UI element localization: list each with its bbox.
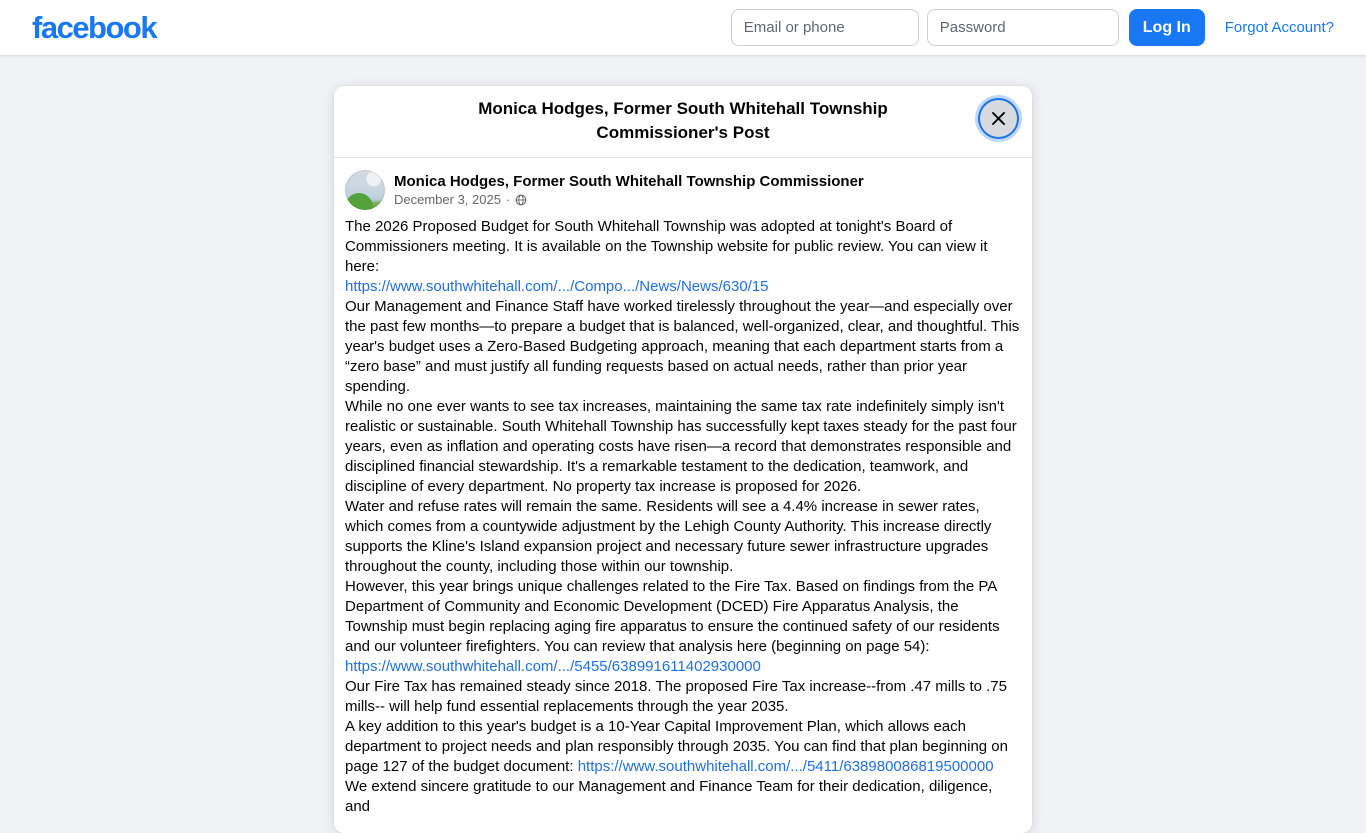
meta-separator: ·	[505, 192, 511, 207]
author-row	[345, 170, 1021, 210]
post-link[interactable]: https://www.southwhitehall.com/.../Compo.../News/News/630/15	[345, 278, 769, 295]
close-icon	[990, 110, 1007, 127]
forgot-account-link[interactable]: Forgot Account?	[1224, 19, 1334, 36]
facebook-logo[interactable]: facebook	[32, 10, 157, 45]
post-modal	[334, 86, 1032, 833]
post-paragraph	[345, 297, 1021, 397]
globe-icon	[515, 194, 527, 206]
post-modal-title: Monica Hodges, Former South Whitehall Township Commissioner's Post	[478, 99, 888, 142]
post-paragraph	[345, 497, 1021, 577]
post-date[interactable]: December 3, 2025	[394, 192, 501, 207]
author-name-link[interactable]: Monica Hodges, Former South Whitehall Township Commissioner	[394, 173, 864, 190]
close-button[interactable]	[980, 100, 1017, 137]
post-text-segment: Our Management and Finance Staff have worked tirelessly throughout the year—and especially over the past few months—to prepare a budget that is balanced, well-organized, clear, and thoughtful. This year's budget uses a Zero-Based Budgeting approach, meaning that each department starts from a “zero base” and must justify all funding requests based on actual needs, rather than prior year spending.	[345, 298, 1020, 395]
post-text-segment: The 2026 Proposed Budget for South Whitehall Township was adopted at tonight's Board of Commissioners meeting. It is available on the Township website for public review. You can view it here:	[345, 218, 988, 275]
post-text-segment: Our Fire Tax has remained steady since 2018. The proposed Fire Tax increase--from .47 mills to .75 mills-- will help fund essential replacements through the year 2035.	[345, 678, 1007, 715]
post-paragraph	[345, 717, 1021, 777]
email-input[interactable]	[731, 9, 919, 46]
post-text-segment: We extend sincere gratitude to our Management and Finance Team for their dedication, diligence, and	[345, 778, 993, 815]
post-meta	[394, 191, 864, 208]
post-link[interactable]: https://www.southwhitehall.com/.../5455/638991611402930000	[345, 658, 761, 675]
login-form	[731, 9, 1334, 46]
post-text-segment: Water and refuse rates will remain the same. Residents will see a 4.4% increase in sewer rates, which comes from a countywide adjustment by the Lehigh County Authority. This increase directly supports the Kline's Island expansion project and necessary future sewer infrastructure upgrades throughout the county, including those within our township.	[345, 498, 992, 575]
post-paragraph	[345, 397, 1021, 497]
post-paragraph	[345, 677, 1021, 717]
password-input[interactable]	[927, 9, 1119, 46]
post-link[interactable]: https://www.southwhitehall.com/.../5411/638980086819500000	[577, 758, 994, 775]
post-text-segment: However, this year brings unique challenges related to the Fire Tax. Based on findings from the PA Department of Community and Economic Development (DCED) Fire Apparatus Analysis, the Township must begin replacing aging fire apparatus to ensure the continued safety of our residents and our volunteer firefighters. You can review that analysis here (beginning on page 54):	[345, 578, 1000, 655]
post-paragraph	[345, 217, 1021, 277]
post-text-segment: A key addition to this year's budget is a 10-Year Capital Improvement Plan, which allows each department to project needs and plan responsibly through 2035. You can find that plan beginning on page 127 of the budget document:	[345, 718, 1008, 775]
post-paragraph	[345, 277, 1021, 297]
post-paragraph	[345, 657, 1021, 677]
avatar[interactable]	[345, 170, 385, 210]
post-paragraph	[345, 777, 1021, 817]
post-text-segment: While no one ever wants to see tax increases, maintaining the same tax rate indefinitely simply isn't realistic or sustainable. South Whitehall Township has successfully kept taxes steady for the past four years, even as inflation and operating costs have risen—a record that demonstrates responsible and disciplined financial stewardship. It's a remarkable testament to the dedication, teamwork, and discipline of every department. No property tax increase is proposed for 2026.	[345, 398, 1017, 495]
post-modal-body	[334, 158, 1032, 833]
author-meta	[394, 172, 864, 208]
page-content	[0, 86, 1366, 833]
post-body	[345, 217, 1021, 817]
login-button[interactable]: Log In	[1129, 9, 1205, 46]
post-modal-header	[334, 86, 1032, 158]
post-paragraph	[345, 577, 1021, 657]
top-header	[0, 0, 1366, 56]
